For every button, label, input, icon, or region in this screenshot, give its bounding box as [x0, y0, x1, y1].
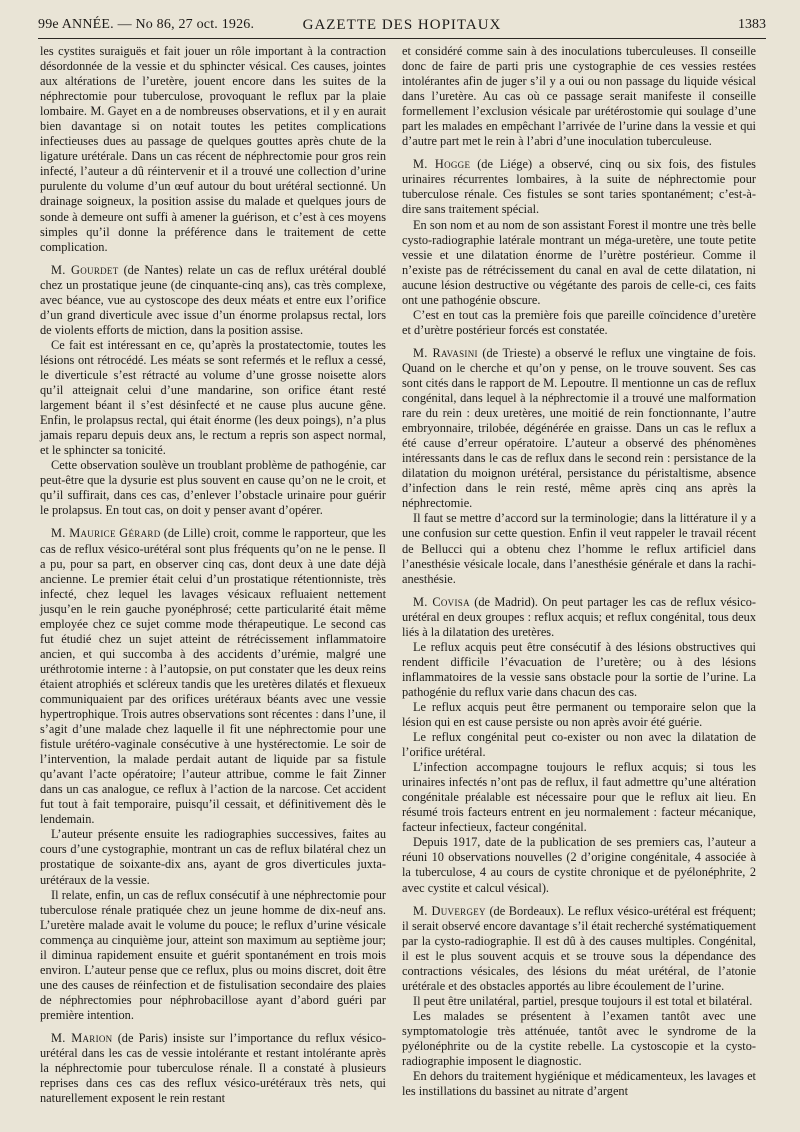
author-name: M. Gourdet	[51, 262, 119, 277]
paragraph: Il faut se mettre d’accord sur la terminologie; dans la littérature il y a une confusion sur cette question. Enfin il veut rappeler le travail récent de Bellucci qui a obtenu chez l’homme le reflux artificiel dans l’anesthésie vésicale locale, dans l’anesthésie générale et dans la rachi-anesthésie.	[402, 511, 756, 586]
paragraph: les cystites suraiguës et fait jouer un rôle important à la contraction désordonnée de la vessie et du sphincter vésical. Ces causes, jointes aux altérations de l’uretère, jouent encore dans les suites de la néphrectomie pour tuberculose, provoquant le reflux par la plaie lombaire. M. Gayet en a de nombreuses observations, et il y en aurait bien davantage si on notait toutes les petites complications infectieuses dues au passage de quelques gouttes après chute de la ligature urétérale. Dans un cas récent de néphrectomie pour gros rein infecté, l’auteur a dû réintervenir et il a trouvé une collection d’urine purulente du volume d’un œuf autour du bout urétéral sectionné. Un drainage soigneux, la position assise du malade et quelques jours de sonde à demeure ont suffi à amener la guérison, et c’est à ces moyens simples qu’il donne la préférence dans le traitement de cette complication.	[40, 44, 386, 254]
author-name: M. Hogge	[413, 157, 471, 172]
paragraph: M. Duvergey (de Bordeaux). Le reflux vésico-urétéral est fréquent; il serait observé encore davantage s’il était recherché systématiquement par la cysto-radiographie. Il est dû à des causes multiples. Congénital, il est le plus souvent acquis et se trouve sous la dépendance des contractions vésicales, des lésions du méat urétéral, de l’atonie urétérale et des obstacles apportés au libre écoulement de l’urine.	[402, 903, 756, 993]
author-name: M. Duvergey	[413, 903, 486, 918]
page-number: 1383	[738, 17, 766, 32]
paragraph: M. Ravasini (de Trieste) a observé le reflux une vingtaine de fois. Quand on le cherche et qu’on y pense, on le trouve souvent. Ses cas sont cités dans le rapport de M. Lepoutre. Il mentionne un cas de reflux congénital, dans lequel à la néphrectomie il a trouvé une malformation rare du rein : deux uretères, une moitié de rein fonctionnante, l’autre embryonnaire, trilobée, dégénérée en graisse. Dans un cas le reflux a été cause d’erreur opératoire. L’auteur a observé des phénomènes intéressants dans le cas de reflux dans le second rein : persistance de la dilatation du moignon urétéral, persistance du péristaltisme, absence d’infection dans le rein resté, même après cinq ans après la néphrectomie.	[402, 345, 757, 511]
paragraph: C’est en tout cas la première fois que pareille coïncidence d’uretère et d’urètre postérieur forcés est constatée.	[402, 307, 756, 337]
author-name: M. Covisa	[413, 594, 470, 609]
paragraph: Le reflux acquis peut être permanent ou temporaire selon que la lésion qui en est cause persiste ou non après avoir été guérie.	[402, 699, 756, 730]
header-rule	[38, 38, 766, 39]
paragraph: M. Gourdet (de Nantes) relate un cas de reflux urétéral doublé chez un prostatique jeune (de cinquante-cinq ans), cas très complexe, avec béance, vue au cystoscope des deux méats et entre eux l’orifice d’un grand diverticule avec issue d’un énorme prolapsus rectal, lors de violents efforts de miction, dans la position assise.	[40, 262, 387, 337]
paragraph: Il peut être unilatéral, partiel, presque toujours il est total et bilatéral.	[413, 993, 753, 1008]
paragraph: En son nom et au nom de son assistant Forest il montre une très belle cysto-radiographie latérale montrant un méga-uretère, une toute petite vessie et une dilatation énorme de l’urètre postérieur. Comme il n’existe pas de rétrécissement du canal en aval de cette dilatation, ni aucune lésion destructive ou végétante des parois de celle-ci, ces faits ont une pathogénie obscure.	[402, 217, 756, 307]
author-name: M. Ravasini	[413, 345, 478, 360]
right-column	[402, 44, 756, 1099]
paragraph: M. Maurice Gérard (de Lille) croit, comme le rapporteur, que les cas de reflux vésico-urétéral sont plus fréquents qu’on ne le pense. Il a pu, pour sa part, en observer cinq cas, dont deux à une date déjà ancienne. Le premier était celui d’un prostatique rétentionniste, très infecté, chez lequel les lavages vésicaux refluaient nettement jusqu’en le rein gauche pyonéphrosé; cette particularité était même employée chez ce sujet comme mode thérapeutique. Le second cas fut étudié chez un sujet atteint de rétrécissement inflammatoire ancien, et qui succomba à des accidents d’urémie, malgré une uréthrotomie interne : à l’autopsie, on put constater que les deux reins étaient atrophiés et scléreux tandis que les uretères dilatés et flexueux communiquaient par des orifices urétéraux béants avec une vessie hypertrophique. Trois autres observations sont récentes : dans l’une, il s’agit d’une malade chez laquelle il fit une néphrectomie pour une fistule urétéro-vaginale consécutive à une hystérectomie. Le soir de l’intervention, la malade perdait autant de liquide par sa fistule qu’avant l’acte opératoire; l’auteur attribue, comme le fait Zinner dans un cas analogue, ce reflux à l’action de la narcose. Cet accident fut tout à fait temporaire, puisqu’il cessait, et définitivement dès le lendemain.	[40, 526, 386, 827]
paragraph: Il relate, enfin, un cas de reflux consécutif à une néphrectomie pour tuberculose rénale pratiquée chez un jeune homme de dix-neuf ans. L’uretère malade avait le volume du pouce; le reflux d’urine vésicale commença au cinquième jour, atteint son maximum au septième jour; il diminua rapidement ensuite et guérit spontanément en trois mois environ. L’auteur pense que ce reflux, plus ou moins discret, doit être une des causes de réinfection et de fistulisation secondaire des plaies de néphrectomies pour néphrobacillose ayant d’abord guéri par première intention.	[40, 887, 386, 1022]
paragraph: Ce fait est intéressant en ce, qu’après la prostatectomie, toutes les lésions ont rétrocédé. Les méats se sont refermés et le reflux a cessé, le diverticule s’est rétracté au volume d’une grosse noisette alors qu’il atteignait celui d’une mandarine, son orifice étant resté largement béant il s’est désinfecté et ne cause plus aucune gêne. Enfin, le prolapsus rectal, qui était énorme (les deux poings), n’a plus jamais reparu depuis deux ans, le rectum a repris son aspect normal, et le sphincter sa tonicité.	[40, 337, 386, 458]
paragraph: En dehors du traitement hygiénique et médicamenteux, les lavages et les instillations du bassinet au nitrate d’argent	[402, 1069, 756, 1099]
left-column	[40, 44, 386, 1106]
author-name: M. Marion	[51, 1031, 113, 1045]
paragraph: L’auteur présente ensuite les radiographies successives, faites au cours d’une cystographie, montrant un cas de reflux bilatéral chez un prostatique de soixante-dix ans, ayant de gros diverticules juxta-urétéraux de la vessie.	[40, 827, 386, 887]
journal-title: GAZETTE DES HOPITAUX	[302, 17, 502, 33]
paragraph: M. Marion (de Paris) insiste sur l’importance du reflux vésico-urétéral dans les cas de vessie intolérante et restant intolérante après la néphrectomie pour tuberculose rénale. Il a constaté à plusieurs reprises dans ces cas des reflux vésico-urétéraux très nets, qui naturellement exposent le rein restant	[40, 1031, 386, 1106]
paragraph: Les malades se présentent à l’examen tantôt avec une symptomatologie très atténuée, tantôt avec le syndrome de la pyélonéphrite ou de la cystite rebelle. La cystoscopie et la cysto-radiographie imposent le diagnostic.	[402, 1008, 756, 1069]
paragraph: M. Covisa (de Madrid). On peut partager les cas de reflux vésico-urétéral en deux groupes : reflux acquis; et reflux congénital, tous deux liés à la dilatation des uretères.	[402, 594, 756, 639]
issue-info: 99e ANNÉE. — No 86, 27 oct. 1926.	[38, 17, 255, 32]
paragraph: et considéré comme sain à des inoculations tuberculeuses. Il conseille donc de faire de parti pris une cystographie de ces vessies restées intolérantes afin de juger s’il y a oui ou non passage du liquide vésical dans l’uretère. Au cas où ce passage serait manifeste il conseille formellement l’exclusion vésicale par urétérostomie qui soulage d’une part les malades en empêchant l’arrivée de l’urine dans la vessie et qui d’autre part met le rein à l’abri d’une inoculation tuberculeuse.	[402, 44, 756, 149]
paragraph: L’infection accompagne toujours le reflux acquis; si tous les urinaires infectés n’ont pas de reflux, il faut admettre qu’une altération congénitale préalable est nécessaire pour que le reflux ait lieu. En résumé trois facteurs entrent en jeu normalement : facteur mécanique, facteur infectieux, facteur congénital.	[402, 760, 756, 835]
page-header	[38, 14, 766, 36]
paragraph: Cette observation soulève un troublant problème de pathogénie, car peut-être que la dysurie est plus souvent en cause qu’on ne le croit, et qu’il suffirait, dans ces cas, d’enlever l’obstacle urinaire pour guérir le prolapsus. En tout cas, on doit y penser avant d’opérer.	[40, 458, 386, 518]
paragraph: Le reflux acquis peut être consécutif à des lésions obstructives qui rendent difficile l’évacuation de l’uretère; ou à des lésions inflammatoires de la vessie sans obstacle pour la sortie de l’urine. La pathogénie du reflux varie dans chacun des cas.	[402, 639, 756, 699]
paragraph: M. Hogge (de Liége) a observé, cinq ou six fois, des fistules urinaires récurrentes lombaires, à la suite de néphrectomie pour tuberculose rénale. Ces fistules se sont taries spontanément; c’est-à-dire sans traitement spécial.	[402, 157, 756, 217]
author-name: M. Maurice Gérard	[51, 526, 161, 541]
paragraph: Depuis 1917, date de la publication de ses premiers cas, l’auteur a réuni 10 observations nouvelles (2 d’origine congénitale, 4 associée à la tuberculose, 4 au cours de cystite chronique et de pyélonéphrite, 2 avec cystite et calcul vésical).	[402, 835, 756, 895]
paragraph: Le reflux congénital peut co-exister ou non avec la dilatation de l’orifice urétéral.	[402, 730, 756, 760]
